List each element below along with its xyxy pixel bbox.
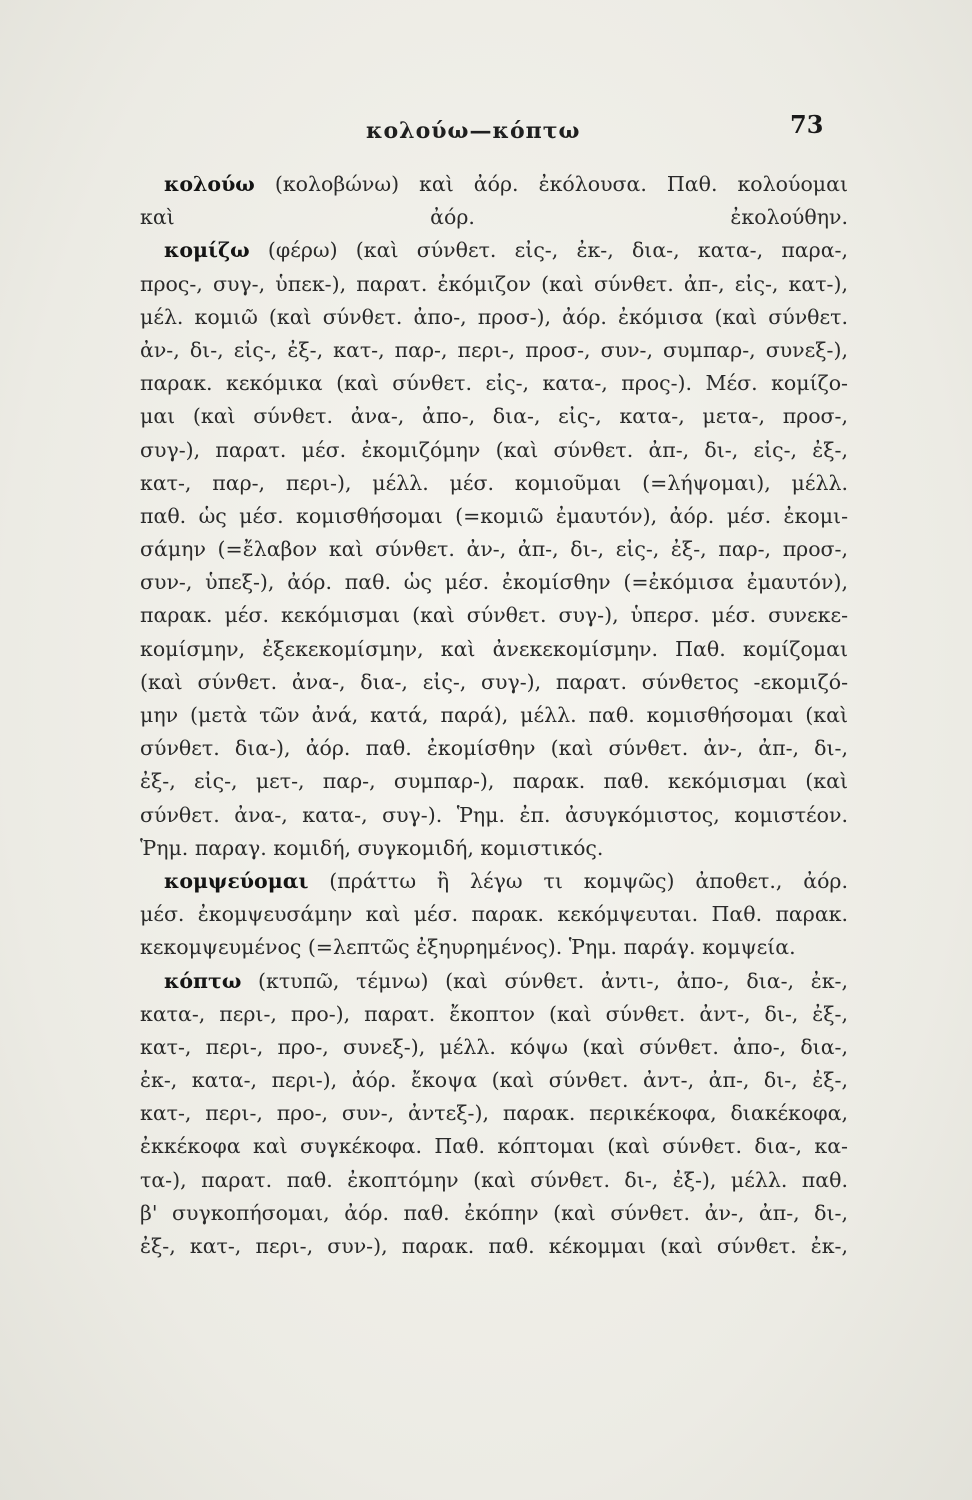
text-line <box>140 434 848 467</box>
text-line <box>140 1197 848 1230</box>
text-line <box>140 1097 848 1130</box>
line-text: (κολοβώνω) καὶ ἀόρ. ἐκόλουσα. Παθ. κολούομαι <box>254 172 848 196</box>
text-line <box>140 633 848 666</box>
line-text: καὶ ἀόρ. ἐκολούθην. <box>140 205 848 230</box>
text-line <box>140 1064 848 1097</box>
line-text: μαι (καὶ σύνθετ. ἀνα-, ἀπο-, δια-, εἰς-, κατα-, μετα-, προσ-, <box>140 404 848 429</box>
line-text: ἀν-, δι-, εἰς-, ἐξ-, κατ-, παρ-, περι-, προσ-, συν-, συμπαρ-, συνεξ-), <box>140 337 848 362</box>
line-text: Ῥημ. παραγ. κομιδή, συγκομιδή, κομιστικός. <box>140 835 604 860</box>
entry-headword-line <box>140 234 848 267</box>
line-text: παρακ. μέσ. κεκόμισμαι (καὶ σύνθετ. συγ-), ὑπερσ. μέσ. συνεκε- <box>140 603 848 628</box>
line-text: παθ. ὡς μέσ. κομισθήσομαι (=κομιῶ ἐμαυτόν), ἀόρ. μέσ. ἐκομι- <box>140 503 848 528</box>
line-text: προς-, συγ-, ὑπεκ-), παρατ. ἐκόμιζον (καὶ σύνθετ. ἀπ-, εἰς-, κατ-), <box>140 271 848 296</box>
text-line <box>140 732 848 765</box>
text-line <box>140 500 848 533</box>
page-number: 73 <box>790 110 824 139</box>
line-text: (φέρω) (καὶ σύνθετ. εἰς-, ἐκ-, δια-, κατα-, παρα-, <box>249 238 848 263</box>
line-text: ἐκ-, κατα-, περι-), ἀόρ. ἔκοψα (καὶ σύνθετ. ἀντ-, ἀπ-, δι-, ἐξ-, <box>140 1068 848 1093</box>
text-line <box>140 334 848 367</box>
headword: κόπτω <box>164 968 242 993</box>
line-text: (κτυπῶ, τέμνω) (καὶ σύνθετ. ἀντι-, ἀπο-, δια-, ἐκ-, <box>241 968 848 993</box>
text-line <box>140 666 848 699</box>
entry-headword-line <box>140 965 848 998</box>
line-text: ἐξ-, κατ-, περι-, συν-), παρακ. παθ. κέκομμαι (καὶ σύνθετ. ἐκ-, <box>140 1234 848 1258</box>
line-text: β' συγκοπήσομαι, ἀόρ. παθ. ἐκόπην (καὶ σύνθετ. ἀν-, ἀπ-, δι-, <box>140 1200 848 1225</box>
text-line <box>140 1164 848 1197</box>
text-line <box>140 832 848 865</box>
line-text: κατ-, παρ-, περι-), μέλλ. μέσ. κομιοῦμαι (=λήψομαι), μέλλ. <box>140 470 848 495</box>
line-text: κομίσμην, ἐξεκεκομίσμην, καὶ ἀνεκεκομίσμην. Παθ. κομίζομαι <box>140 636 848 661</box>
text-line <box>140 201 848 234</box>
text-line <box>140 599 848 632</box>
headword: κομψεύομαι <box>164 868 309 893</box>
headword: κολούω <box>164 172 255 196</box>
dictionary-text-block <box>140 168 848 1263</box>
text-line <box>140 1031 848 1064</box>
text-line <box>140 268 848 301</box>
line-text: συγ-), παρατ. μέσ. ἐκομιζόμην (καὶ σύνθετ. ἀπ-, δι-, εἰς-, ἐξ-, <box>140 437 848 462</box>
text-line <box>140 765 848 798</box>
line-text: (πράττω ἢ λέγω τι κομψῶς) ἀποθετ., ἀόρ. <box>308 868 848 893</box>
entry-headword-line <box>140 168 848 201</box>
text-line <box>140 931 848 964</box>
text-line <box>140 301 848 334</box>
text-line <box>140 699 848 732</box>
line-text: (καὶ σύνθετ. ἀνα-, δια-, εἰς-, συγ-), παρατ. σύνθετος -εκομιζό- <box>140 669 848 694</box>
text-line <box>140 799 848 832</box>
text-line <box>140 533 848 566</box>
text-line <box>140 998 848 1031</box>
line-text: συν-, ὑπεξ-), ἀόρ. παθ. ὡς μέσ. ἐκομίσθην (=ἐκόμισα ἐμαυτόν), <box>140 570 848 595</box>
text-line <box>140 566 848 599</box>
line-text: ἐκκέκοφα καὶ συγκέκοφα. Παθ. κόπτομαι (καὶ σύνθετ. δια-, κα- <box>140 1134 848 1159</box>
text-line <box>140 1130 848 1163</box>
line-text: κεκομψευμένος (=λεπτῶς ἐξηυρημένος). Ῥημ. παράγ. κομψεία. <box>140 935 796 960</box>
entry-headword-line <box>140 865 848 898</box>
running-head: κολούω—κόπτω <box>366 118 581 144</box>
line-text: μέσ. ἐκομψευσάμην καὶ μέσ. παρακ. κεκόμψευται. Παθ. παρακ. <box>140 902 848 927</box>
text-line <box>140 898 848 931</box>
line-text: μην (μετὰ τῶν ἀνά, κατά, παρά), μέλλ. παθ. κομισθήσομαι (καὶ <box>140 703 848 727</box>
line-text: σύνθετ. ἀνα-, κατα-, συγ-). Ῥημ. ἐπ. ἀσυγκόμιστος, κομιστέον. <box>140 802 848 827</box>
line-text: τα-), παρατ. παθ. ἐκοπτόμην (καὶ σύνθετ. δι-, ἐξ-), μέλλ. παθ. <box>140 1167 848 1192</box>
text-line <box>140 467 848 500</box>
line-text: κατ-, περι-, προ-, συνεξ-), μέλλ. κόψω (καὶ σύνθετ. ἀπο-, δια-, <box>140 1034 848 1059</box>
line-text: παρακ. κεκόμικα (καὶ σύνθετ. εἰς-, κατα-, προς-). Μέσ. κομίζο- <box>140 371 848 396</box>
headword: κομίζω <box>164 238 250 263</box>
text-line <box>140 1230 848 1263</box>
line-text: ἐξ-, εἰς-, μετ-, παρ-, συμπαρ-), παρακ. παθ. κεκόμισμαι (καὶ <box>140 769 848 794</box>
line-text: σύνθετ. δια-), ἀόρ. παθ. ἐκομίσθην (καὶ σύνθετ. ἀν-, ἀπ-, δι-, <box>140 736 848 761</box>
line-text: κατα-, περι-, προ-), παρατ. ἔκοπτον (καὶ σύνθετ. ἀντ-, δι-, ἐξ-, <box>140 1001 848 1026</box>
text-line <box>140 400 848 433</box>
line-text: κατ-, περι-, προ-, συν-, ἀντεξ-), παρακ. περικέκοφα, διακέκοφα, <box>140 1101 848 1126</box>
text-line <box>140 367 848 400</box>
line-text: μέλ. κομιῶ (καὶ σύνθετ. ἀπο-, προσ-), ἀόρ. ἐκόμισα (καὶ σύνθετ. <box>140 304 848 329</box>
line-text: σάμην (=ἔλαβον καὶ σύνθετ. ἀν-, ἀπ-, δι-, εἰς-, ἐξ-, παρ-, προσ-, <box>140 537 848 562</box>
